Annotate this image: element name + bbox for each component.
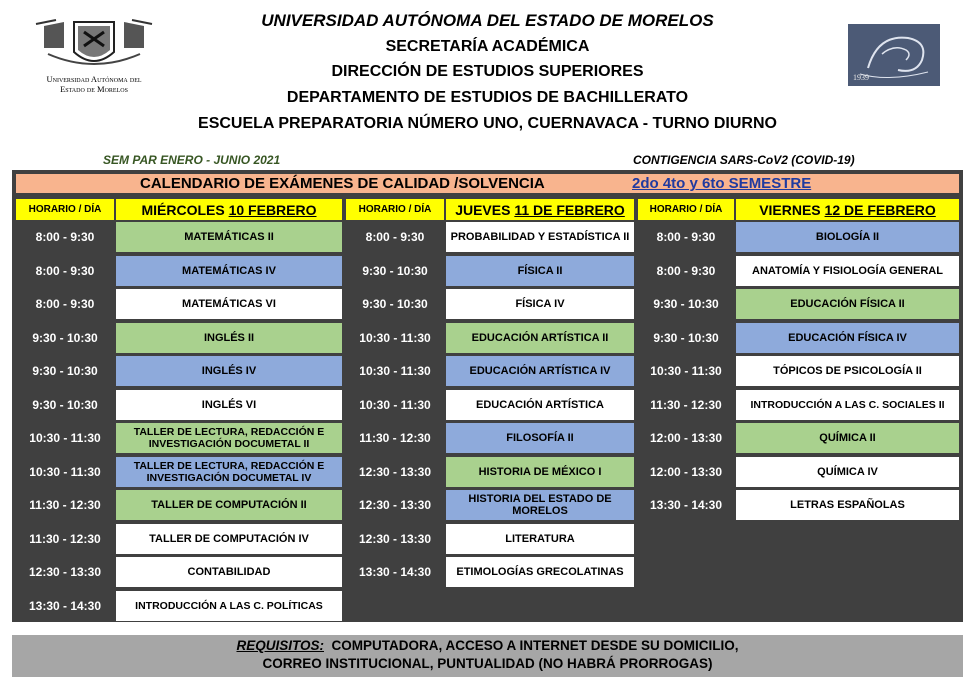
header-escuela: ESCUELA PREPARATORIA NÚMERO UNO, CUERNAVACA - TURNO DIURNO <box>198 115 777 132</box>
exam-schedule-table <box>12 170 963 622</box>
subject-cell: MATEMÁTICAS IV <box>116 256 342 286</box>
table-semesters: 2do 4to y 6to SEMESTRE <box>632 175 812 192</box>
day-date: 11 DE FEBRERO <box>514 201 625 218</box>
subject-cell: TALLER DE LECTURA, REDACCIÓN E INVESTIGACIÓN DOCUMETAL II <box>116 423 342 453</box>
subject-cell: HISTORIA DE MÉXICO I <box>446 457 634 487</box>
time-cell: 11:30 - 12:30 <box>16 490 114 520</box>
day-date: 12 DE FEBRERO <box>824 201 936 218</box>
time-cell: 10:30 - 11:30 <box>16 423 114 453</box>
time-cell: 9:30 - 10:30 <box>346 256 444 286</box>
logo-year: 1939 <box>853 73 869 82</box>
requirements-text-1: COMPUTADORA, ACCESO A INTERNET DESDE SU DOMICILIO, <box>324 638 739 653</box>
day-name: MIÉRCOLES <box>141 201 229 218</box>
subject-cell: FÍSICA II <box>446 256 634 286</box>
time-cell: 10:30 - 11:30 <box>346 356 444 386</box>
time-cell: 13:30 - 14:30 <box>16 591 114 621</box>
subject-cell: TALLER DE COMPUTACIÓN IV <box>116 524 342 554</box>
subject-cell: MATEMÁTICAS II <box>116 222 342 252</box>
header-secretaria: SECRETARÍA ACADÉMICA <box>385 38 590 55</box>
subject-cell: LITERATURA <box>446 524 634 554</box>
subject-cell: INTRODUCCIÓN A LAS C. POLÍTICAS <box>116 591 342 621</box>
requirements-line-1 <box>12 637 963 655</box>
time-header: HORARIO / DÍA <box>16 199 114 220</box>
time-cell: 8:00 - 9:30 <box>638 256 734 286</box>
time-cell: 8:00 - 9:30 <box>638 222 734 252</box>
time-cell: 9:30 - 10:30 <box>638 323 734 353</box>
subject-cell: QUÍMICA IV <box>736 457 959 487</box>
subject-cell: BIOLOGÍA II <box>736 222 959 252</box>
day-header <box>736 199 959 220</box>
logo-caption-line-2: Estado de Morelos <box>60 84 128 94</box>
subject-cell: EDUCACIÓN ARTÍSTICA IV <box>446 356 634 386</box>
requirements-label: REQUISITOS: <box>236 638 324 653</box>
subject-cell: CONTABILIDAD <box>116 557 342 587</box>
subject-cell: QUÍMICA II <box>736 423 959 453</box>
university-crest-icon <box>34 18 154 74</box>
subject-cell: FÍSICA IV <box>446 289 634 319</box>
day-name: JUEVES <box>455 201 515 218</box>
subject-cell: TALLER DE LECTURA, REDACCIÓN E INVESTIGACIÓN DOCUMETAL IV <box>116 457 342 487</box>
requirements-box <box>12 635 963 677</box>
time-cell: 12:30 - 13:30 <box>346 490 444 520</box>
subject-cell: PROBABILIDAD Y ESTADÍSTICA II <box>446 222 634 252</box>
header-university: UNIVERSIDAD AUTÓNOMA DEL ESTADO DE MORELOS <box>261 11 714 30</box>
logo-caption-line-1: Universidad Autónoma del <box>46 74 142 84</box>
requirements-line-2: CORREO INSTITUCIONAL, PUNTUALIDAD (NO HABRÁ PRORROGAS) <box>262 656 713 671</box>
subject-cell: EDUCACIÓN FÍSICA II <box>736 289 959 319</box>
subject-cell: LETRAS ESPAÑOLAS <box>736 490 959 520</box>
subject-cell: ETIMOLOGÍAS GRECOLATINAS <box>446 557 634 587</box>
time-cell: 9:30 - 10:30 <box>16 390 114 420</box>
subject-cell: EDUCACIÓN ARTÍSTICA <box>446 390 634 420</box>
time-cell: 8:00 - 9:30 <box>16 289 114 319</box>
day-name: VIERNES <box>759 201 825 218</box>
time-cell: 13:30 - 14:30 <box>638 490 734 520</box>
table-title-row <box>16 174 959 193</box>
time-cell: 13:30 - 14:30 <box>346 557 444 587</box>
time-cell: 8:00 - 9:30 <box>16 256 114 286</box>
subject-cell: EDUCACIÓN FÍSICA IV <box>736 323 959 353</box>
time-cell: 12:00 - 13:30 <box>638 423 734 453</box>
subject-cell: INGLÉS II <box>116 323 342 353</box>
time-cell: 9:30 - 10:30 <box>638 289 734 319</box>
time-cell: 10:30 - 11:30 <box>346 323 444 353</box>
university-logo <box>28 18 160 94</box>
time-cell: 9:30 - 10:30 <box>346 289 444 319</box>
subject-cell: ANATOMÍA Y FISIOLOGÍA GENERAL <box>736 256 959 286</box>
header-direccion: DIRECCIÓN DE ESTUDIOS SUPERIORES <box>331 63 644 80</box>
subject-cell: EDUCACIÓN ARTÍSTICA II <box>446 323 634 353</box>
day-date: 10 FEBRERO <box>228 201 317 218</box>
subject-cell: INGLÉS VI <box>116 390 342 420</box>
day-header <box>116 199 342 220</box>
contingency-label: CONTIGENCIA SARS-CoV2 (COVID-19) <box>633 153 855 167</box>
time-cell: 10:30 - 11:30 <box>16 457 114 487</box>
time-cell: 9:30 - 10:30 <box>16 323 114 353</box>
time-cell: 11:30 - 12:30 <box>638 390 734 420</box>
time-cell: 9:30 - 10:30 <box>16 356 114 386</box>
time-header: HORARIO / DÍA <box>346 199 444 220</box>
time-cell: 12:30 - 13:30 <box>346 457 444 487</box>
time-cell: 11:30 - 12:30 <box>16 524 114 554</box>
semester-label: SEM PAR ENERO - JUNIO 2021 <box>103 153 281 167</box>
time-cell: 12:30 - 13:30 <box>16 557 114 587</box>
day-header <box>446 199 634 220</box>
header-departamento: DEPARTAMENTO DE ESTUDIOS DE BACHILLERATO <box>286 89 689 106</box>
time-cell: 12:30 - 13:30 <box>346 524 444 554</box>
subject-cell: TÓPICOS DE PSICOLOGÍA II <box>736 356 959 386</box>
time-cell: 10:30 - 11:30 <box>638 356 734 386</box>
subject-cell: TALLER DE COMPUTACIÓN II <box>116 490 342 520</box>
table-title: CALENDARIO DE EXÁMENES DE CALIDAD /SOLVENCIA <box>140 175 545 192</box>
subject-cell: INTRODUCCIÓN A LAS C. SOCIALES II <box>736 390 959 420</box>
school-logo <box>848 24 940 86</box>
subject-cell: INGLÉS IV <box>116 356 342 386</box>
time-header: HORARIO / DÍA <box>638 199 734 220</box>
subject-cell: FILOSOFÍA II <box>446 423 634 453</box>
time-cell: 11:30 - 12:30 <box>346 423 444 453</box>
subject-cell: MATEMÁTICAS VI <box>116 289 342 319</box>
time-cell: 12:00 - 13:30 <box>638 457 734 487</box>
time-cell: 8:00 - 9:30 <box>346 222 444 252</box>
time-cell: 8:00 - 9:30 <box>16 222 114 252</box>
time-cell: 10:30 - 11:30 <box>346 390 444 420</box>
subject-cell: HISTORIA DEL ESTADO DE MORELOS <box>446 490 634 520</box>
